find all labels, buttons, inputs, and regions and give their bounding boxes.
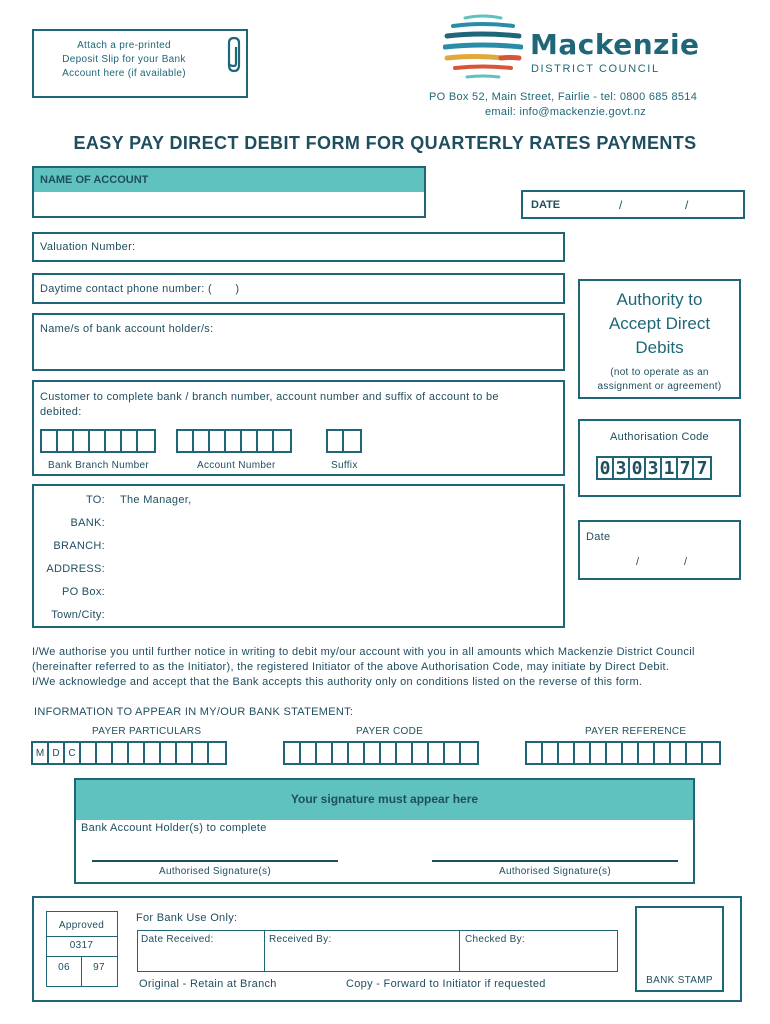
approved-box — [46, 911, 118, 987]
code-digit: 7 — [678, 458, 694, 478]
signature-label-2: Authorised Signature(s) — [499, 866, 611, 877]
council-address: PO Box 52, Main Street, Fairlie - tel: 0800 685 8514 — [429, 91, 698, 103]
code-digit: 3 — [614, 458, 630, 478]
payer-reference-label: PAYER REFERENCE — [585, 726, 687, 737]
checked-by-label: Checked By: — [465, 934, 525, 945]
branch-label: BRANCH: — [53, 540, 105, 552]
authorisation-code-digits — [596, 456, 712, 480]
date-field[interactable] — [521, 190, 745, 219]
bank-use-heading: For Bank Use Only: — [136, 912, 238, 924]
account-holders-field[interactable] — [32, 313, 565, 371]
authorise-line2: (hereinafter referred to as the Initiator), the registered Initiator of the above Authorisation Code, may initiate by Direct Debit. — [32, 661, 670, 673]
authority-title-line3: Debits — [635, 338, 684, 357]
particulars-prefill: M — [33, 743, 49, 763]
signature-instruction: Bank Account Holder(s) to complete — [81, 822, 267, 834]
authority-note-line2: assignment or agreement) — [597, 381, 722, 392]
code-a: 06 — [58, 962, 70, 973]
council-subtitle: DISTRICT COUNCIL — [531, 63, 660, 75]
bank-branch-number-input[interactable] — [40, 429, 156, 453]
deposit-slip-box — [32, 29, 248, 98]
date-received-field[interactable] — [137, 930, 265, 972]
original-note: Original - Retain at Branch — [139, 978, 277, 990]
date-received-label: Date Received: — [141, 934, 214, 945]
authority-note-line1: (not to operate as an — [610, 367, 709, 378]
paperclip-icon — [222, 35, 244, 75]
approved-label: Approved — [58, 920, 105, 931]
date-sep2: / — [685, 198, 689, 212]
town-label: Town/City: — [51, 609, 105, 621]
bank-stamp-label: BANK STAMP — [646, 975, 713, 986]
holders-label: Name/s of bank account holder/s: — [40, 323, 214, 335]
form-title: EASY PAY DIRECT DEBIT FORM FOR QUARTERLY RATES PAYMENTS — [73, 133, 697, 153]
approved-code: 0317 — [69, 940, 94, 951]
code-digit: 0 — [630, 458, 646, 478]
date-sep1: / — [619, 198, 623, 212]
authority-title-line2: Accept Direct — [608, 314, 711, 333]
phone-label: Daytime contact phone number: ( ) — [40, 283, 240, 295]
signature-box — [74, 778, 695, 884]
to-value: The Manager, — [120, 494, 192, 506]
code-digit: 0 — [598, 458, 614, 478]
account-number-label: Account Number — [197, 460, 276, 471]
valuation-number-field[interactable] — [32, 232, 565, 262]
authorisation-code-label: Authorisation Code — [610, 431, 709, 443]
received-by-label: Received By: — [269, 934, 332, 945]
received-by-field[interactable] — [264, 930, 460, 972]
payer-reference-input[interactable] — [525, 741, 721, 765]
code-digit: 7 — [696, 457, 708, 479]
to-label: TO: — [85, 494, 105, 506]
signature-banner: Your signature must appear here — [290, 792, 479, 806]
name-of-account-field[interactable] — [32, 166, 426, 218]
suffix-input[interactable] — [326, 429, 362, 453]
payer-particulars-label: PAYER PARTICULARS — [92, 726, 202, 737]
side-date-sep2: / — [684, 556, 688, 568]
side-date-field[interactable] — [578, 520, 741, 580]
code-b: 97 — [93, 962, 105, 973]
account-number-input[interactable] — [176, 429, 292, 453]
valuation-label: Valuation Number: — [40, 241, 136, 253]
copy-note: Copy - Forward to Initiator if requested — [346, 978, 546, 990]
bank-numbers-instruction: Customer to complete bank / branch number, account number and suffix of account to be debited: — [40, 391, 499, 418]
authorise-line3: I/We acknowledge and accept that the Bank accepts this authority only on conditions listed on the reverse of this form. — [32, 676, 643, 688]
signature-line-2[interactable] — [432, 860, 678, 862]
name-of-account-label: NAME OF ACCOUNT — [40, 174, 149, 186]
bank-label: BANK: — [70, 517, 105, 529]
phone-field[interactable] — [32, 273, 565, 304]
bank-stamp-box — [635, 906, 724, 992]
checked-by-field[interactable] — [459, 930, 618, 972]
payer-particulars-input[interactable] — [31, 741, 227, 765]
authority-box — [578, 279, 741, 399]
code-digit: 3 — [646, 458, 662, 478]
payer-code-input[interactable] — [283, 741, 479, 765]
deposit-slip-line1: Attach a pre-printed — [77, 40, 171, 51]
side-date-label: Date — [586, 531, 611, 543]
code-digit: 1 — [662, 458, 678, 478]
council-name: Mackenzie — [530, 28, 700, 61]
side-date-sep1: / — [636, 556, 640, 568]
suffix-label: Suffix — [331, 460, 358, 471]
address-label: ADDRESS: — [46, 563, 105, 575]
signature-label-1: Authorised Signature(s) — [159, 866, 271, 877]
deposit-slip-line2: Deposit Slip for your Bank — [62, 54, 186, 65]
signature-line-1[interactable] — [92, 860, 338, 862]
statement-heading: INFORMATION TO APPEAR IN MY/OUR BANK STATEMENT: — [34, 706, 354, 718]
authority-title-line1: Authority to — [616, 290, 703, 309]
branch-number-label: Bank Branch Number — [48, 460, 150, 471]
council-logo-icon — [443, 14, 523, 84]
date-label: DATE — [531, 199, 561, 211]
council-email: email: info@mackenzie.govt.nz — [485, 106, 647, 118]
particulars-prefill: C — [65, 743, 81, 763]
bank-address-box[interactable] — [32, 484, 565, 628]
authorise-line1: I/We authorise you until further notice in writing to debit my/our account with you in all amounts which Mackenzie District Council — [32, 646, 695, 658]
deposit-slip-line3: Account here (if available) — [62, 68, 186, 79]
pobox-label: PO Box: — [61, 586, 105, 598]
particulars-prefill: D — [49, 743, 65, 763]
payer-code-label: PAYER CODE — [356, 726, 424, 737]
